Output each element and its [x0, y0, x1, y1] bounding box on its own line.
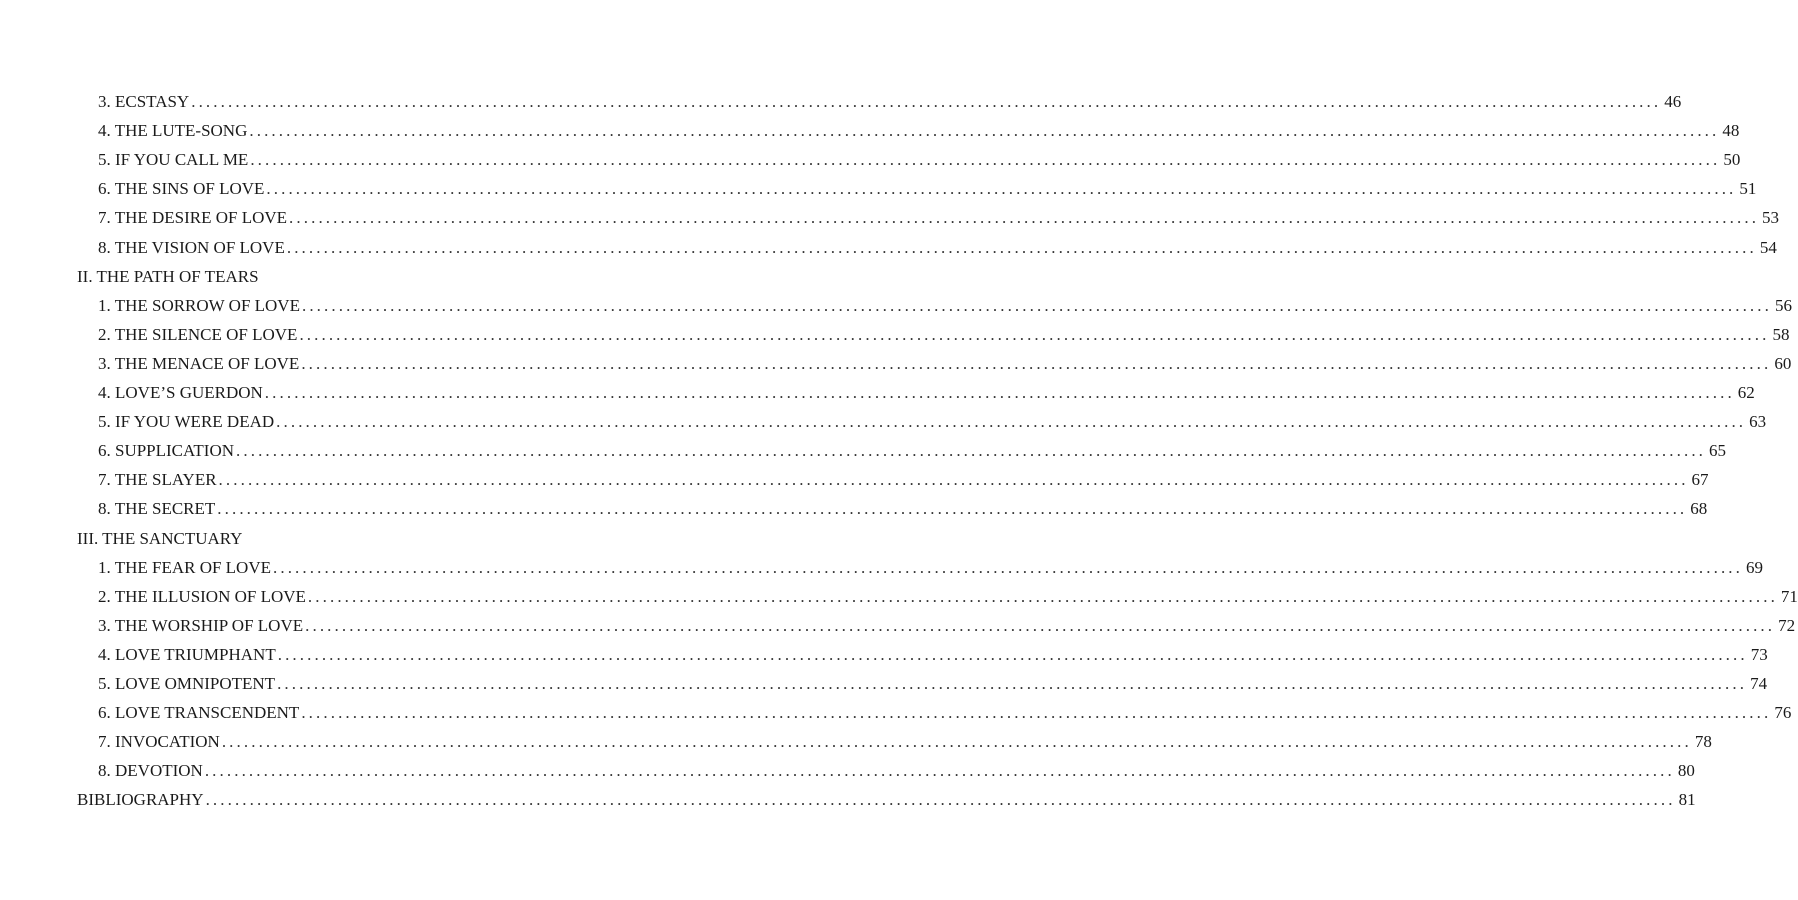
toc-entry-title: BIBLIOGRAPHY — [77, 790, 204, 810]
toc-entry[interactable] — [98, 644, 1768, 665]
toc-part-heading[interactable] — [77, 529, 523, 549]
dot-leader: ........................................................................................................................................................................................................ — [249, 121, 1720, 141]
toc-entry-title: 6. SUPPLICATION — [98, 441, 235, 461]
dot-leader: ........................................................................................................................................................................................................ — [277, 674, 1748, 693]
toc-entry-title: 3. THE MENACE OF LOVE — [98, 353, 300, 373]
toc-page-number: 69 — [1746, 557, 1763, 577]
toc-page-number: 56 — [1774, 295, 1792, 315]
toc-entry-title: 3. ECSTASY — [98, 92, 190, 111]
toc-page-number: 51 — [1739, 179, 1757, 199]
toc-page-number: 74 — [1750, 674, 1768, 693]
toc-entry[interactable] — [98, 674, 1768, 694]
toc-entry[interactable] — [98, 412, 1767, 432]
dot-leader: ........................................................................................................................................................................................................ — [305, 615, 1776, 635]
dot-leader: ........................................................................................................................................................................................................ — [273, 557, 1743, 577]
toc-entry[interactable] — [98, 470, 1709, 490]
toc-entry[interactable] — [98, 324, 1790, 345]
dot-leader: ........................................................................................................................................................................................................ — [301, 703, 1772, 723]
dot-leader: ........................................................................................................................................................................................................ — [217, 499, 1688, 519]
toc-page-number: 50 — [1723, 150, 1741, 170]
dot-leader: ........................................................................................................................................................................................................ — [277, 644, 1748, 664]
dot-leader: ........................................................................................................................................................................................................ — [218, 470, 1689, 490]
dot-leader: ........................................................................................................................................................................................................ — [299, 324, 1770, 344]
toc-entry[interactable] — [98, 295, 1792, 316]
toc-entry-title: 8. THE SECRET — [98, 499, 216, 519]
toc-entry-title: 8. DEVOTION — [98, 761, 203, 781]
toc-entry-title: III. THE SANCTUARY — [77, 528, 243, 548]
dot-leader: ........................................................................................................................................................................................................ — [191, 92, 1662, 111]
toc-entry[interactable] — [98, 499, 1708, 519]
toc-entry[interactable] — [98, 353, 1792, 374]
toc-entry[interactable] — [98, 732, 1712, 752]
toc-entry-title: 5. IF YOU CALL ME — [98, 150, 249, 170]
toc-page-number: 76 — [1774, 703, 1792, 723]
dot-leader: ........................................................................................................................................................................................................ — [307, 586, 1778, 606]
toc-page-number: 67 — [1691, 470, 1709, 490]
toc-entry-title: 4. THE LUTE-SONG — [98, 121, 248, 141]
dot-leader: ........................................................................................................................................................................................................ — [289, 208, 1760, 228]
toc-page-number: 73 — [1750, 644, 1768, 664]
toc-entry-title: 1. THE SORROW OF LOVE — [98, 295, 300, 315]
toc-entry-title: 4. LOVE’S GUERDON — [98, 383, 263, 402]
toc-part-heading[interactable] — [77, 790, 1696, 810]
toc-entry-title: 3. THE WORSHIP OF LOVE — [98, 615, 304, 635]
toc-entry-title: 5. LOVE OMNIPOTENT — [98, 674, 276, 693]
toc-part-heading[interactable] — [77, 267, 523, 287]
toc-page-number: 72 — [1778, 615, 1796, 635]
toc-page-number: 71 — [1780, 586, 1798, 606]
toc-entry-title: 7. THE SLAYER — [98, 470, 217, 490]
toc-entry[interactable] — [98, 237, 1777, 258]
dot-leader: ........................................................................................................................................................................................................ — [236, 441, 1707, 461]
toc-page-number: 78 — [1694, 732, 1712, 752]
toc-entry-title: 7. INVOCATION — [98, 732, 220, 752]
toc-entry[interactable] — [98, 441, 1727, 461]
dot-leader: ........................................................................................................................................................................................................ — [266, 179, 1737, 199]
toc-page-number: 58 — [1772, 324, 1790, 344]
toc-entry-title: 4. LOVE TRIUMPHANT — [98, 644, 276, 664]
dot-leader: ........................................................................................................................................................................................................ — [301, 295, 1772, 315]
toc-page-number: 63 — [1749, 412, 1767, 432]
toc-page-number: 81 — [1678, 790, 1696, 810]
toc-entry[interactable] — [98, 92, 1682, 112]
dot-leader: ........................................................................................................................................................................................................ — [286, 237, 1757, 257]
dot-leader: ........................................................................................................................................................................................................ — [204, 761, 1675, 781]
toc-entry-title: 1. THE FEAR OF LOVE — [98, 557, 271, 577]
toc-page-number: 60 — [1774, 353, 1792, 373]
toc-entry[interactable] — [98, 615, 1796, 636]
toc-entry-title: 6. LOVE TRANSCENDENT — [98, 703, 300, 723]
toc-entry-title: 5. IF YOU WERE DEAD — [98, 412, 275, 432]
toc-entry-title: 8. THE VISION OF LOVE — [98, 237, 285, 257]
toc-entry-title: 2. THE ILLUSION OF LOVE — [98, 586, 306, 606]
toc-entry[interactable] — [98, 586, 1798, 607]
toc-entry-title: 6. THE SINS OF LOVE — [98, 179, 265, 199]
dot-leader: ........................................................................................................................................................................................................ — [301, 353, 1772, 373]
dot-leader: ........................................................................................................................................................................................................ — [276, 412, 1747, 432]
dot-leader: ........................................................................................................................................................................................................ — [205, 790, 1676, 810]
toc-page-number: 65 — [1709, 441, 1727, 461]
toc-entry-title: II. THE PATH OF TEARS — [77, 266, 259, 286]
toc-entry[interactable] — [98, 150, 1741, 170]
toc-entry[interactable] — [98, 179, 1757, 199]
toc-page-number: 48 — [1722, 121, 1740, 141]
toc-page-number: 80 — [1677, 761, 1695, 781]
toc-page-number: 62 — [1737, 383, 1755, 402]
toc-page-number: 54 — [1759, 237, 1777, 257]
toc-page-number: 46 — [1664, 92, 1682, 111]
toc-entry[interactable] — [98, 761, 1695, 781]
toc-page-number: 68 — [1690, 499, 1708, 519]
toc-page-number: 53 — [1762, 208, 1780, 228]
dot-leader: ........................................................................................................................................................................................................ — [264, 383, 1735, 402]
toc-entry[interactable] — [98, 208, 1780, 228]
toc-entry[interactable] — [98, 383, 1755, 403]
toc-entry[interactable] — [98, 557, 1763, 578]
dot-leader: ........................................................................................................................................................................................................ — [221, 732, 1692, 752]
toc-entry[interactable] — [98, 703, 1792, 723]
dot-leader: ........................................................................................................................................................................................................ — [250, 150, 1721, 170]
toc-entry-title: 2. THE SILENCE OF LOVE — [98, 324, 298, 344]
toc-entry-title: 7. THE DESIRE OF LOVE — [98, 208, 288, 228]
toc-entry[interactable] — [98, 121, 1740, 141]
